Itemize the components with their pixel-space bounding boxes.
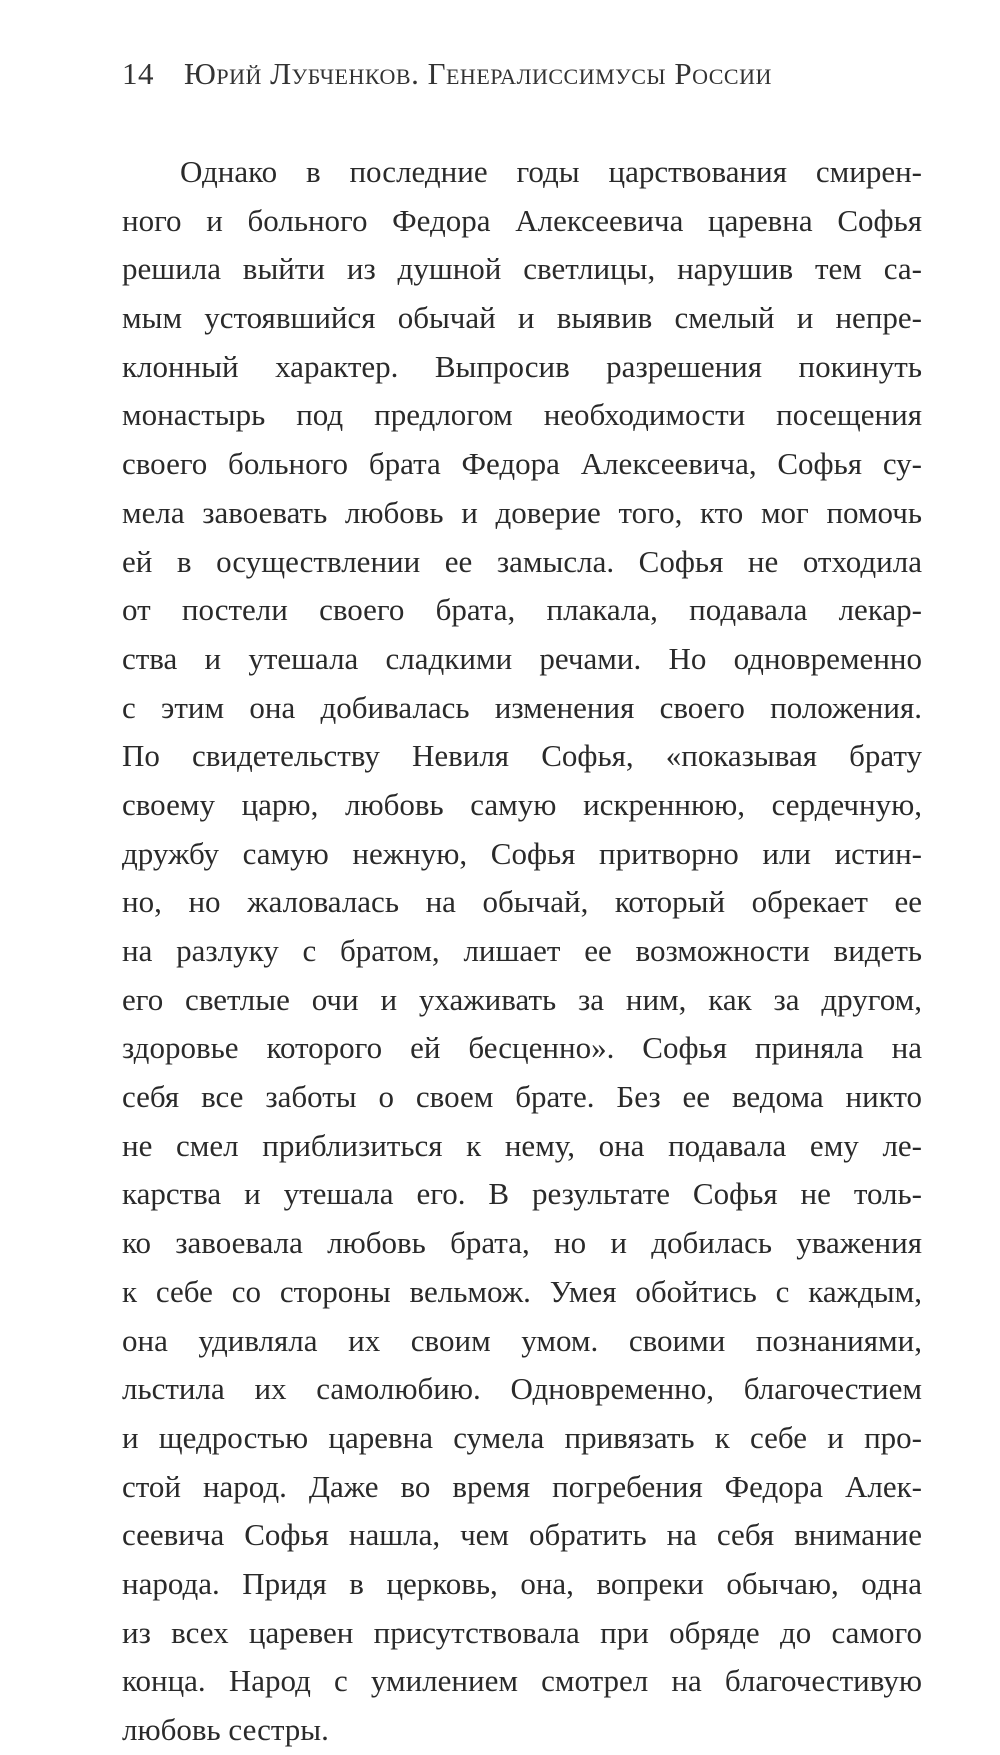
running-header (122, 52, 922, 96)
text-line: ко завоевала любовь брата, но и добилась уважения (122, 1225, 922, 1261)
text-line: решила выйти из душной светлицы, нарушив тем са- (122, 251, 922, 287)
text-line: дружбу самую нежную, Софья притворно или истин- (122, 835, 922, 871)
text-line: мела завоевать любовь и доверие того, кто мог помочь (122, 494, 922, 530)
text-line: себя все заботы о своем брате. Без ее ведома никто (122, 1079, 922, 1115)
text-line: мым устоявшийся обычай и выявив смелый и непре- (122, 300, 922, 336)
text-line: По свидетельству Невиля Софья, «показывая брату (122, 738, 922, 774)
text-line: ного и больного Федора Алексеевича царевна Софья (122, 202, 922, 238)
text-line: народа. Придя в церковь, она, вопреки обычаю, одна (122, 1565, 922, 1601)
text-line: льстила их самолюбию. Одновременно, благочестием (122, 1371, 922, 1407)
text-line: и щедростью царевна сумела привязать к себе и про- (122, 1419, 922, 1455)
text-line: здоровье которого ей бесценно». Софья приняла на (122, 1030, 922, 1066)
text-line: из всех царевен присутствовала при обряде до самого (122, 1614, 922, 1650)
text-line: клонный характер. Выпросив разрешения покинуть (122, 348, 922, 384)
page-number: 14 (122, 56, 154, 91)
text-line: с этим она добивалась изменения своего положения. (122, 689, 922, 725)
text-line: любовь сестры. (122, 1712, 329, 1747)
text-line: своему царю, любовь самую искреннюю, сердечную, (122, 786, 922, 822)
text-line: но, но жаловалась на обычай, который обрекает ее (122, 884, 922, 920)
body-paragraph (122, 148, 922, 1755)
text-line: стой народ. Даже во время погребения Федора Алек- (122, 1468, 922, 1504)
text-line: ства и утешала сладкими речами. Но одновременно (122, 640, 922, 676)
text-line: монастырь под предлогом необходимости посещения (122, 397, 922, 433)
text-line: к себе со стороны вельмож. Умея обойтись с каждым, (122, 1273, 922, 1309)
running-title: Юрий Лубченков. Генералиссимусы России (184, 56, 772, 91)
text-line: сеевича Софья нашла, чем обратить на себя внимание (122, 1517, 922, 1553)
text-line: конца. Народ с умилением смотрел на благочестивую (122, 1663, 922, 1699)
text-line: Однако в последние годы царствования смирен- (180, 154, 922, 189)
text-line: она удивляла их своим умом. своими познаниями, (122, 1322, 922, 1358)
text-line: не смел приблизиться к нему, она подавала ему ле- (122, 1127, 922, 1163)
text-line: карства и утешала его. В результате Софья не толь- (122, 1176, 922, 1212)
text-line: от постели своего брата, плакала, подавала лекар- (122, 592, 922, 628)
text-line: его светлые очи и ухаживать за ним, как за другом, (122, 981, 922, 1017)
text-line: на разлуку с братом, лишает ее возможности видеть (122, 933, 922, 968)
text-line: ей в осуществлении ее замысла. Софья не отходила (122, 543, 922, 579)
text-line: своего больного брата Федора Алексеевича, Софья су- (122, 446, 922, 482)
